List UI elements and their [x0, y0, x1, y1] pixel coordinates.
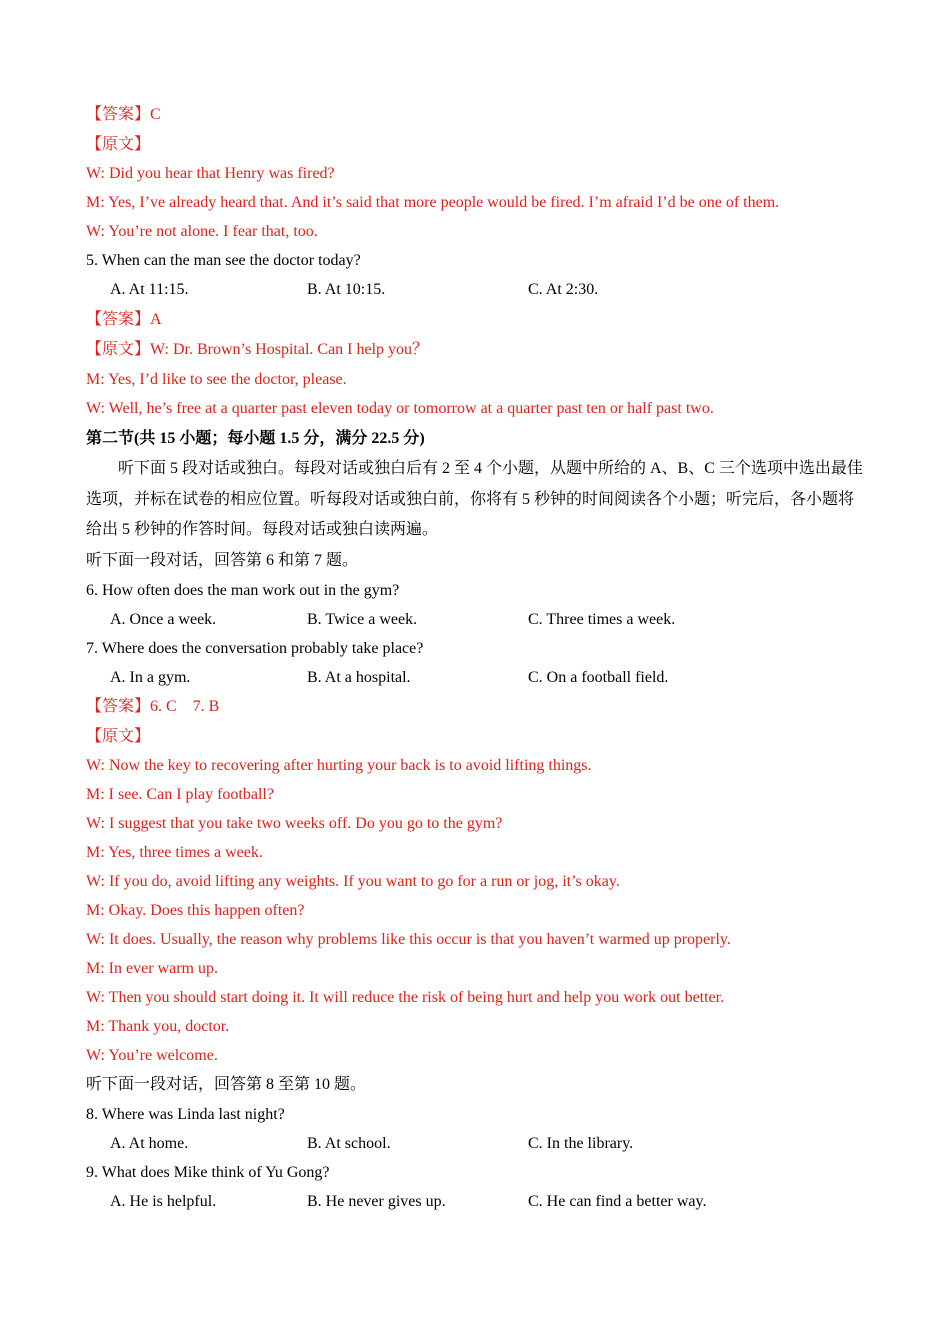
transcript-line: W: You’re welcome.: [86, 1047, 218, 1064]
q8-option-c: C. In the library.: [528, 1135, 634, 1152]
q5-option-c: C. At 2:30.: [528, 281, 599, 298]
q6-question: 6. How often does the man work out in the gym?: [86, 582, 400, 599]
q5-option-b: B. At 10:15.: [307, 281, 386, 298]
transcript-line: W: You’re not alone. I fear that, too.: [86, 223, 318, 240]
q8-question: 8. Where was Linda last night?: [86, 1106, 285, 1123]
q6-option-b: B. Twice a week.: [307, 611, 418, 628]
transcript-line: M: Yes, three times a week.: [86, 844, 263, 861]
transcript-line: M: In ever warm up.: [86, 960, 218, 977]
q4-original-label: 【原文】: [86, 136, 151, 153]
transcript-line: W: If you do, avoid lifting any weights. If you want to go for a run or jog, it’s okay.: [86, 873, 620, 890]
q6-option-c: C. Three times a week.: [528, 611, 676, 628]
dialog-intro: 听下面一段对话，回答第 8 至第 10 题。: [86, 1076, 367, 1093]
dialog-intro: 听下面一段对话，回答第 6 和第 7 题。: [86, 552, 359, 569]
q6-7-original-label: 【原文】: [86, 728, 151, 745]
transcript-line: M: Yes, I’d like to see the doctor, please.: [86, 371, 347, 388]
transcript-line: W: Did you hear that Henry was fired?: [86, 165, 335, 182]
q5-question: 5. When can the man see the doctor today?: [86, 252, 361, 269]
q7-option-b: B. At a hospital.: [307, 669, 411, 686]
transcript-line: W: It does. Usually, the reason why problems like this occur is that you haven’t warmed up properly.: [86, 931, 731, 948]
q9-option-b: B. He never gives up.: [307, 1193, 446, 1210]
transcript-line: M: I see. Can I play football?: [86, 786, 274, 803]
q9-option-a: A. He is helpful.: [110, 1193, 217, 1210]
transcript-line: W: Now the key to recovering after hurting your back is to avoid lifting things.: [86, 757, 592, 774]
q8-option-b: B. At school.: [307, 1135, 391, 1152]
section-heading: 第二节(共 15 小题；每小题 1.5 分，满分 22.5 分): [86, 430, 425, 447]
q5-answer: 【答案】A: [86, 311, 162, 328]
q7-option-c: C. On a football field.: [528, 669, 669, 686]
q8-option-a: A. At home.: [110, 1135, 189, 1152]
transcript-line: W: Well, he’s free at a quarter past eleven today or tomorrow at a quarter past ten or half past two.: [86, 400, 714, 417]
q9-question: 9. What does Mike think of Yu Gong?: [86, 1164, 330, 1181]
section-instruction: 听下面 5 段对话或独白。每段对话或独白后有 2 至 4 个小题，从题中所给的 A、B、C 三个选项中选出最佳选项，并标在试卷的相应位置。听每段对话或独白前，你将有 5 秒钟的时间阅读各个小题；听完后，各小题将给出 5 秒钟的作答时间。每段对话或独白读两遍。: [86, 460, 863, 538]
transcript-line: M: Okay. Does this happen often?: [86, 902, 305, 919]
q5-option-a: A. At 11:15.: [110, 281, 189, 298]
q7-question: 7. Where does the conversation probably take place?: [86, 640, 424, 657]
q6-option-a: A. Once a week.: [110, 611, 217, 628]
q5-original-first: 【原文】W: Dr. Brown’s Hospital. Can I help you？: [86, 341, 429, 358]
transcript-line: M: Thank you, doctor.: [86, 1018, 230, 1035]
transcript-line: W: I suggest that you take two weeks off. Do you go to the gym?: [86, 815, 503, 832]
q4-answer: 【答案】C: [86, 106, 161, 123]
transcript-line: M: Yes, I’ve already heard that. And it’s said that more people would be fired. I’m afraid I’d be one of them.: [86, 194, 780, 211]
q7-option-a: A. In a gym.: [110, 669, 191, 686]
transcript-line: W: Then you should start doing it. It will reduce the risk of being hurt and help you work out better.: [86, 989, 725, 1006]
q9-option-c: C. He can find a better way.: [528, 1193, 707, 1210]
q6-7-answer: 【答案】6. C 7. B: [86, 698, 220, 715]
